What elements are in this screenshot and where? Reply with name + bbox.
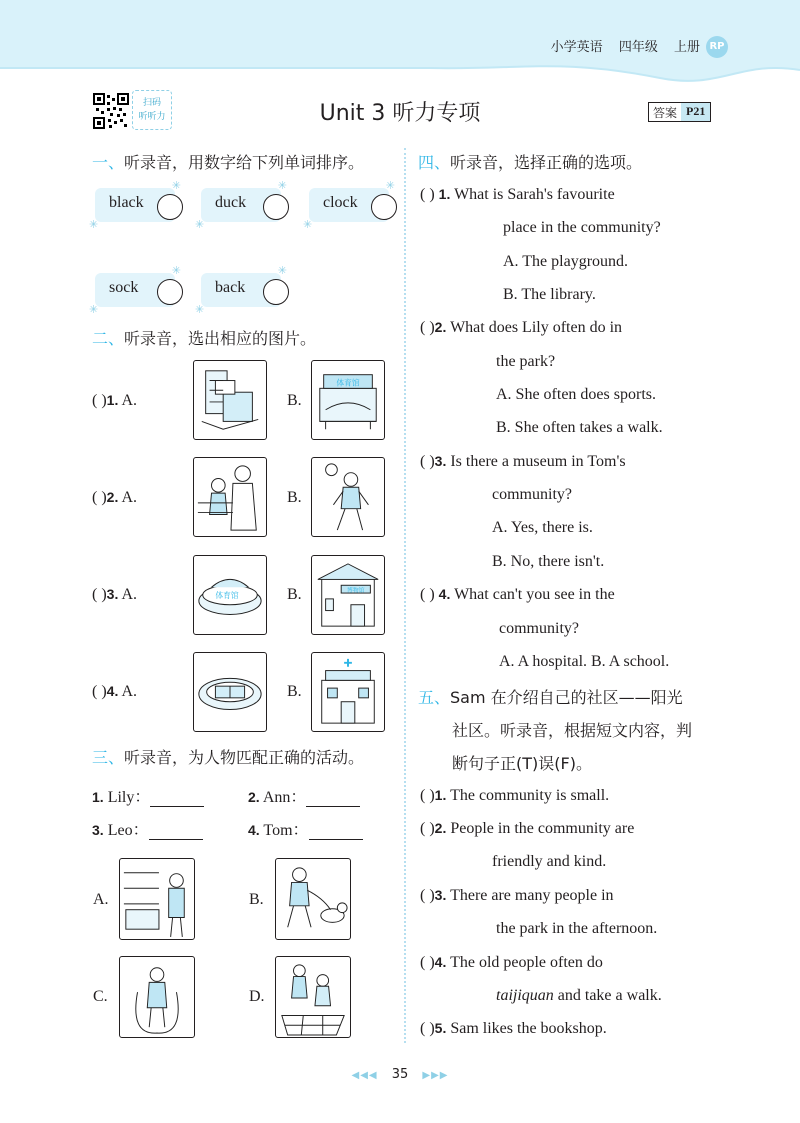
s2-question-4: ( )4. A. (92, 683, 138, 700)
word-card-sock: ✳ sock ✳ (95, 273, 175, 307)
person-ann: 2. Ann： (248, 784, 360, 807)
s2-question-3: ( )3. A. (92, 586, 138, 603)
grade-label: 四年级 (618, 40, 658, 55)
person-tom: 4. Tom： (248, 817, 363, 840)
word-card-duck: ✳ duck ✳ (201, 188, 281, 222)
s2-question-2: ( )2. A. (92, 489, 138, 506)
s4-q1-option-a: A. The playground. (503, 253, 629, 270)
page-number: 35 (391, 1067, 409, 1082)
picture-community-buildings[interactable] (193, 360, 267, 440)
answer-blank[interactable] (309, 839, 363, 840)
scan-to-listen-label[interactable]: 扫码 听听力 (132, 90, 172, 130)
svg-text:博物馆: 博物馆 (347, 588, 365, 595)
picture-girl-skipping-rope[interactable] (119, 956, 195, 1038)
s4-q4-options: A. A hospital. B. A school. (499, 653, 670, 670)
answer-circle[interactable] (263, 279, 289, 305)
answer-circle[interactable] (157, 194, 183, 220)
picture-doctor-with-girl[interactable] (193, 457, 267, 537)
right-arrows-icon: ▶▶▶ (422, 1070, 449, 1081)
word-card-back: ✳ back ✳ (201, 273, 281, 307)
answer-blank[interactable] (306, 806, 360, 807)
s5-statement-4: ( )4. The old people often do (420, 954, 603, 971)
s4-q4: ( ) 4. What can't you see in the (420, 586, 615, 603)
picture-sports-field[interactable] (193, 652, 267, 732)
s4-q1: ( ) 1. What is Sarah's favourite (420, 186, 615, 203)
book-info (539, 36, 700, 55)
answer-circle[interactable] (157, 279, 183, 305)
svg-text:体育馆: 体育馆 (336, 378, 360, 388)
s5-statement-5: ( )5. Sam likes the bookshop. (420, 1020, 607, 1037)
section-4-title: 四、听录音，选择正确的选项。 (418, 153, 643, 172)
s2-question-1: ( )1. A. (92, 392, 138, 409)
s5-statement-4-line2: taijiquan and take a walk. (496, 987, 662, 1004)
person-lily: 1. Lily： (92, 784, 204, 807)
section-2-title: 二、听录音，选出相应的图片。 (92, 329, 317, 348)
picture-hospital[interactable] (311, 652, 385, 732)
s4-q1-option-b: B. The library. (503, 286, 596, 303)
section-1-title: 一、听录音，用数字给下列单词排序。 (92, 153, 365, 172)
page-footer (0, 1067, 800, 1082)
answer-blank[interactable] (150, 806, 204, 807)
rp-badge: RP (706, 36, 728, 58)
picture-stadium[interactable] (193, 555, 267, 635)
word-card-clock: ✳ clock ✳ (309, 188, 389, 222)
page-title: Unit 3 听力专项 (319, 101, 481, 126)
subject-label: 小学英语 (550, 40, 603, 55)
person-leo: 3. Leo： (92, 817, 203, 840)
picture-gym-building[interactable] (311, 360, 385, 440)
column-divider (404, 148, 406, 1043)
answer-reference: 答案 P21 (648, 102, 711, 122)
section-5-title: 五、Sam 在介绍自己的社区——阳光 (418, 688, 683, 707)
section-3-title: 三、听录音，为人物匹配正确的活动。 (92, 748, 365, 767)
s4-q3-option-a: A. Yes, there is. (492, 519, 593, 536)
s5-statement-1: ( )1. The community is small. (420, 787, 610, 804)
svg-text:体育馆: 体育馆 (215, 590, 239, 600)
s4-q3: ( )3. Is there a museum in Tom's (420, 453, 626, 470)
answer-blank[interactable] (149, 839, 203, 840)
s4-q2-option-a: A. She often does sports. (496, 386, 656, 403)
left-arrows-icon: ◀◀◀ (351, 1070, 378, 1081)
s4-q2: ( )2. What does Lily often do in (420, 319, 623, 336)
picture-boy-walking-dog[interactable] (275, 858, 351, 940)
picture-kids-hopscotch[interactable] (275, 956, 351, 1038)
s5-statement-3: ( )3. There are many people in (420, 887, 614, 904)
s4-q2-option-b: B. She often takes a walk. (496, 419, 663, 436)
picture-girl-shopping[interactable] (119, 858, 195, 940)
picture-museum[interactable] (311, 555, 385, 635)
picture-girl-volleyball[interactable] (311, 457, 385, 537)
word-card-black: ✳ black ✳ (95, 188, 175, 222)
s5-statement-2: ( )2. People in the community are (420, 820, 635, 837)
s4-q3-option-b: B. No, there isn't. (492, 553, 605, 570)
answer-circle[interactable] (371, 194, 397, 220)
volume-label: 上册 (673, 40, 700, 55)
answer-circle[interactable] (263, 194, 289, 220)
